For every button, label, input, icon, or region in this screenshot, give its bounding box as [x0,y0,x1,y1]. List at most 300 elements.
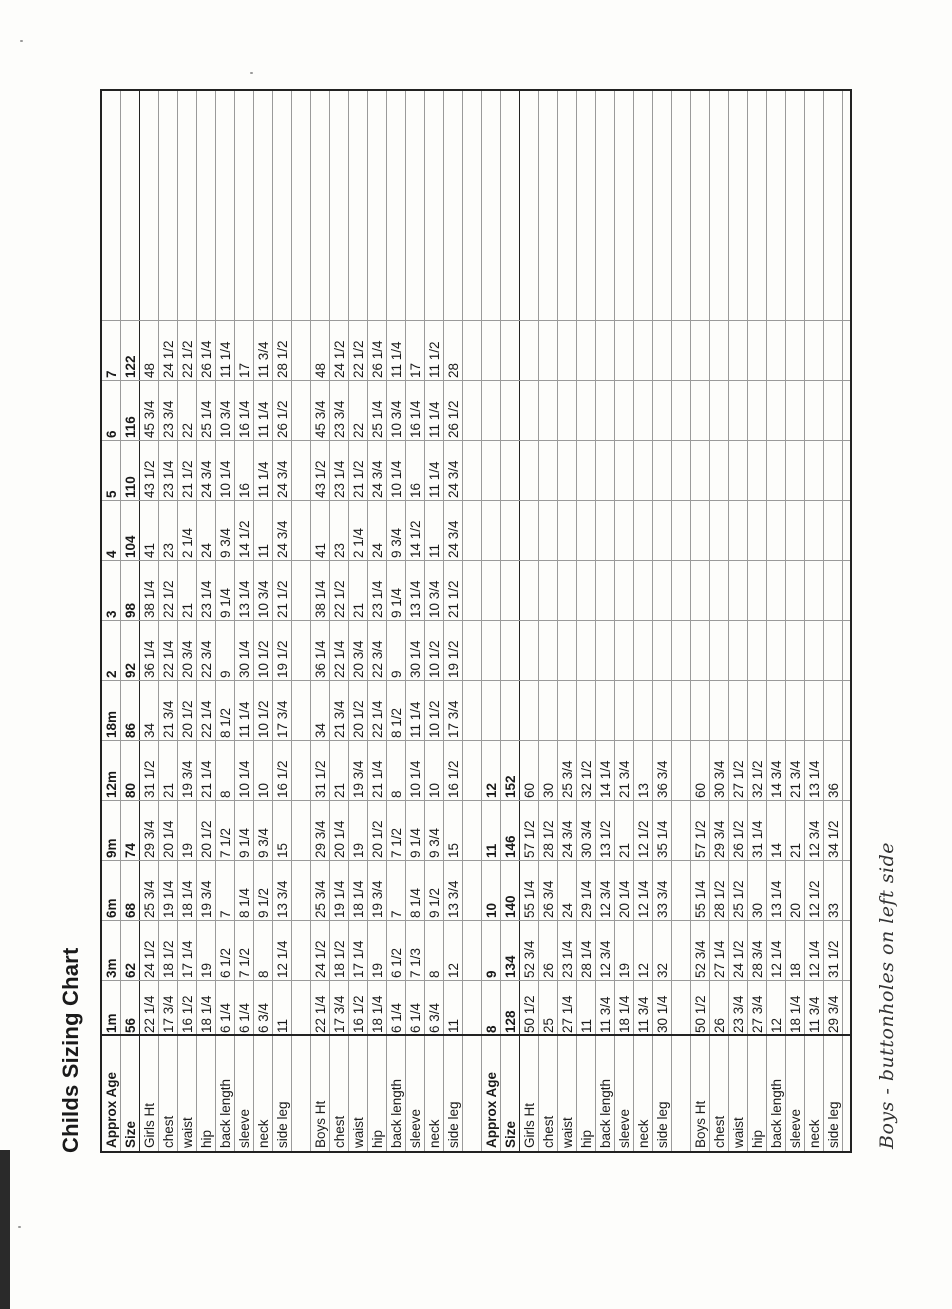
table-cell: 36 3/4 [655,760,670,798]
table-row [349,91,368,1151]
table-cell: 56 [123,1017,138,1033]
table-cell: 140 [503,895,518,918]
table-cell [463,441,482,501]
table-cell [463,321,482,381]
table-cell [672,681,691,741]
table-cell [482,621,501,681]
table-cell [691,501,710,561]
table-cell [520,441,539,501]
table-cell [767,501,786,561]
table-row [121,91,140,1151]
table-cell: 29 3/4 [826,995,841,1033]
table-cell: 11 [275,1018,290,1033]
table-cell [672,621,691,681]
table-cell: 1m [104,1013,119,1033]
table-cell [615,501,634,561]
table-cell: 30 [750,902,765,918]
table-cell [558,441,577,501]
table-cell: 6 3/4 [256,1002,271,1033]
table-cell: 8 1/2 [218,707,233,738]
table-cell: 7 [104,370,119,378]
column-divider [102,920,852,921]
table-cell: 9 [389,670,404,678]
table-cell [691,441,710,501]
table-cell: 17 [408,362,423,378]
table-cell: 2 1/4 [180,527,195,558]
table-cell: 11 3/4 [598,996,613,1033]
column-divider [102,380,852,381]
table-cell [767,321,786,381]
table-cell [615,681,634,741]
table-cell: 6m [104,898,119,918]
table-cell: 21 [332,782,347,798]
table-cell [596,501,615,561]
table-cell: 2 [104,670,119,678]
table-cell: 21 3/4 [788,760,803,798]
table-row [330,91,349,1151]
table-cell: 10 [256,782,271,798]
table-cell [520,501,539,561]
table-cell: 31 1/4 [750,820,765,858]
table-cell [672,981,691,1036]
table-cell [577,441,596,501]
table-cell [786,441,805,501]
table-cell [520,381,539,441]
table-row [729,91,748,1151]
table-cell [292,861,311,921]
table-cell: 29 1/4 [579,880,594,918]
table-cell: 16 [237,482,252,498]
table-cell: 18 1/4 [788,995,803,1033]
table-cell [672,321,691,381]
handwritten-note: Boys - buttonholes on left side [876,842,898,1149]
table-row [786,91,805,1151]
table-cell: 128 [503,1010,518,1033]
table-cell [539,381,558,441]
table-cell: 86 [123,722,138,738]
column-divider [102,800,852,801]
table-cell: 24 1/2 [161,340,176,378]
row-label: sleeve [788,1108,803,1148]
table-cell: 12 3/4 [598,940,613,978]
spacer-row [463,91,482,1151]
table-cell: 28 1/2 [712,880,727,918]
table-cell [463,861,482,921]
table-cell: 24 1/2 [332,340,347,378]
table-cell [691,621,710,681]
table-cell: 11 1/4 [427,401,442,438]
table-cell: 24 [370,542,385,558]
column-divider [102,1035,852,1037]
table-cell: 19 3/4 [180,760,195,798]
table-cell [501,321,520,381]
table-cell [729,441,748,501]
table-cell: 24 3/4 [275,520,290,558]
table-cell: 25 3/4 [142,880,157,918]
row-label [463,1036,482,1151]
table-cell: 12 1/4 [636,880,651,918]
table-cell: 11 1/2 [427,341,442,378]
table-cell: 8 [218,790,233,798]
table-cell: 22 1/4 [332,640,347,678]
row-label: hip [370,1129,385,1148]
table-cell [577,681,596,741]
table-cell: 28 1/4 [579,940,594,978]
table-cell: 10 3/4 [256,580,271,618]
table-cell: 11 1/4 [408,701,423,738]
table-cell [520,621,539,681]
table-cell [501,561,520,621]
table-cell [710,681,729,741]
table-cell: 31 1/2 [826,940,841,978]
table-cell: 19 1/4 [161,880,176,918]
table-cell: 13 1/2 [598,820,613,858]
table-cell [805,321,824,381]
table-cell: 6 1/4 [237,1002,252,1033]
row-label: chest [541,1115,556,1148]
table-cell: 23 [161,542,176,558]
table-cell: 18 1/2 [332,940,347,978]
table-cell: 10 1/2 [427,700,442,738]
table-cell: 22 1/2 [161,580,176,618]
table-cell: 80 [123,782,138,798]
table-cell: 11 1/4 [427,461,442,498]
table-cell [463,621,482,681]
table-cell: 10 1/2 [256,640,271,678]
table-cell: 19 3/4 [351,760,366,798]
table-cell: 12 1/2 [807,880,822,918]
table-cell: 28 [446,362,461,378]
table-cell: 5 [104,490,119,498]
table-cell: 30 3/4 [579,820,594,858]
table-cell: 9 1/2 [256,887,271,918]
table-cell: 134 [503,955,518,978]
table-cell [824,681,843,741]
table-cell: 30 3/4 [712,760,727,798]
table-cell: 34 [142,722,157,738]
table-cell: 16 1/4 [408,400,423,438]
table-cell [729,681,748,741]
table-cell [710,561,729,621]
table-row [273,91,292,1151]
row-label: Girls Ht [142,1103,157,1148]
table-cell: 17 1/4 [351,940,366,978]
table-cell: 21 1/2 [446,580,461,618]
table-cell: 33 3/4 [655,880,670,918]
table-cell: 9m [104,838,119,858]
table-cell [558,381,577,441]
table-cell: 26 1/2 [446,400,461,438]
table-cell: 18 1/4 [180,880,195,918]
table-cell: 30 1/4 [237,640,252,678]
table-cell [672,501,691,561]
table-cell: 24 3/4 [446,460,461,498]
table-cell [748,681,767,741]
table-cell: 19 [199,962,214,978]
table-cell: 43 1/2 [142,460,157,498]
table-cell: 32 [655,962,670,978]
table-cell: 41 [313,542,328,558]
table-cell [805,621,824,681]
table-cell: 60 [693,782,708,798]
table-cell: 8 [389,790,404,798]
table-cell: 122 [123,355,138,378]
table-cell: 22 [351,422,366,438]
table-cell [501,381,520,441]
table-cell [634,681,653,741]
table-cell [672,561,691,621]
table-cell [691,561,710,621]
row-label: waist [731,1117,746,1148]
table-cell [786,681,805,741]
table-cell: 21 1/2 [275,580,290,618]
table-cell: 23 1/4 [560,940,575,978]
table-cell [653,381,672,441]
table-cell [596,561,615,621]
table-cell: 35 1/4 [655,820,670,858]
table-cell: 29 3/4 [142,820,157,858]
table-cell: 11 1/4 [389,341,404,378]
table-cell: 11 [427,543,442,558]
table-cell: 29 3/4 [712,820,727,858]
table-cell: 7 [389,910,404,918]
table-cell: 20 1/2 [370,820,385,858]
table-cell [824,621,843,681]
table-cell [463,801,482,861]
table-cell [748,501,767,561]
table-cell: 14 3/4 [769,760,784,798]
table-cell: 19 1/4 [332,880,347,918]
table-cell: 7 1/2 [218,827,233,858]
row-label: back length [598,1078,613,1148]
table-cell: 24 1/2 [313,940,328,978]
table-cell [463,501,482,561]
table-cell: 17 3/4 [446,700,461,738]
table-cell: 10 1/4 [237,760,252,798]
table-cell [634,441,653,501]
table-cell [767,681,786,741]
table-cell: 10 1/4 [218,460,233,498]
table-cell: 152 [503,775,518,798]
table-cell: 38 1/4 [142,580,157,618]
table-cell: 2 1/4 [351,527,366,558]
table-cell: 48 [142,362,157,378]
table-row [406,91,425,1151]
table-cell: 16 1/2 [446,760,461,798]
table-row [501,91,520,1151]
table-cell: 11 3/4 [807,996,822,1033]
column-divider [102,440,852,441]
table-row [159,91,178,1151]
table-cell: 24 3/4 [560,820,575,858]
table-cell: 11 [446,1018,461,1033]
row-label: Girls Ht [522,1103,537,1148]
table-cell: 21 [617,842,632,858]
table-cell: 20 [788,902,803,918]
table-cell [729,561,748,621]
table-cell: 16 1/2 [180,995,195,1033]
table-cell: 27 1/4 [560,995,575,1033]
table-cell [539,501,558,561]
table-cell: 24 [199,542,214,558]
table-cell: 22 3/4 [199,640,214,678]
table-cell: 18 1/4 [351,880,366,918]
table-cell [748,441,767,501]
column-divider [102,980,852,981]
table-cell: 20 3/4 [180,640,195,678]
row-label: Approx Age [104,1071,119,1148]
table-cell: 36 1/4 [142,640,157,678]
table-cell [482,441,501,501]
table-cell [615,321,634,381]
table-cell [767,441,786,501]
table-cell: 17 3/4 [161,995,176,1033]
table-cell: 23 3/4 [332,400,347,438]
table-cell: 3 [104,610,119,618]
table-cell: 21 3/4 [161,700,176,738]
table-cell: 9 1/4 [408,827,423,858]
table-row [425,91,444,1151]
table-row [197,91,216,1151]
table-cell [767,621,786,681]
table-cell: 23 1/4 [332,460,347,498]
table-cell [292,921,311,981]
table-cell: 26 1/2 [275,400,290,438]
table-cell: 9 3/4 [256,827,271,858]
row-label [292,1036,311,1151]
table-cell: 74 [123,842,138,858]
table-cell [672,801,691,861]
table-cell: 11 1/4 [256,401,271,438]
table-cell: 30 1/4 [655,995,670,1033]
table-row [634,91,653,1151]
table-cell: 21 [161,782,176,798]
table-cell: 20 1/2 [199,820,214,858]
table-cell [292,741,311,801]
table-row [444,91,463,1151]
table-cell: 20 1/4 [332,820,347,858]
table-cell: 6 1/4 [218,1002,233,1033]
table-cell: 6 3/4 [427,1002,442,1033]
row-label: Size [123,1120,138,1148]
table-cell [577,321,596,381]
table-cell [786,381,805,441]
row-label: sleeve [237,1108,252,1148]
table-cell: 52 3/4 [693,940,708,978]
table-cell: 110 [123,476,138,498]
table-cell: 19 [180,842,195,858]
table-cell [634,621,653,681]
table-cell: 10 1/2 [427,640,442,678]
table-cell: 11 1/4 [218,341,233,378]
row-label: hip [199,1129,214,1148]
table-cell: 12 [446,962,461,978]
table-cell: 19 1/2 [446,640,461,678]
table-row [235,91,254,1151]
table-cell: 22 1/4 [142,995,157,1033]
table-cell [786,321,805,381]
table-cell: 13 3/4 [446,880,461,918]
table-cell: 11 [484,843,499,858]
table-cell: 21 1/2 [180,460,195,498]
table-cell [805,441,824,501]
table-cell [558,681,577,741]
table-cell: 22 1/2 [351,340,366,378]
row-label: chest [161,1115,176,1148]
table-cell [653,621,672,681]
table-row [824,91,843,1151]
column-divider [102,680,852,681]
table-row [615,91,634,1151]
table-cell: 18 [788,962,803,978]
table-cell: 26 [541,962,556,978]
table-cell [539,681,558,741]
table-cell: 7 1/2 [389,827,404,858]
table-cell: 12 3/4 [807,820,822,858]
table-cell [729,501,748,561]
row-label: Boys Ht [693,1100,708,1148]
table-row [748,91,767,1151]
table-cell: 22 1/4 [161,640,176,678]
row-label: hip [579,1129,594,1148]
table-row [805,91,824,1151]
table-cell: 16 1/4 [237,400,252,438]
table-cell: 19 1/2 [275,640,290,678]
column-divider [102,620,852,621]
table-cell [634,381,653,441]
table-cell [520,681,539,741]
table-cell [805,381,824,441]
table-cell [539,321,558,381]
table-cell: 18 1/4 [370,995,385,1033]
table-cell: 19 3/4 [370,880,385,918]
row-label: sleeve [617,1108,632,1148]
table-row [178,91,197,1151]
table-cell: 26 [712,1017,727,1033]
table-cell: 3m [104,958,119,978]
table-cell: 21 [788,842,803,858]
table-row [482,91,501,1151]
table-cell [292,561,311,621]
table-cell [292,981,311,1036]
table-cell [292,381,311,441]
table-cell [824,381,843,441]
table-cell: 48 [313,362,328,378]
table-cell [501,621,520,681]
table-cell: 16 1/2 [351,995,366,1033]
table-cell: 22 1/2 [332,580,347,618]
table-cell: 25 3/4 [560,760,575,798]
row-label: neck [427,1119,442,1148]
table-cell: 30 [541,782,556,798]
table-cell: 12m [104,770,119,798]
table-cell: 6 1/4 [408,1002,423,1033]
table-cell [653,441,672,501]
table-cell: 27 1/4 [712,940,727,978]
table-cell: 14 1/2 [408,520,423,558]
table-cell: 20 1/2 [351,700,366,738]
table-cell: 24 [560,902,575,918]
table-cell [653,681,672,741]
table-cell: 19 [617,962,632,978]
table-cell: 24 3/4 [370,460,385,498]
table-cell [577,381,596,441]
table-cell [786,561,805,621]
table-cell: 50 1/2 [522,995,537,1033]
table-cell [748,621,767,681]
row-label: chest [332,1115,347,1148]
table-cell: 10 1/4 [389,460,404,498]
